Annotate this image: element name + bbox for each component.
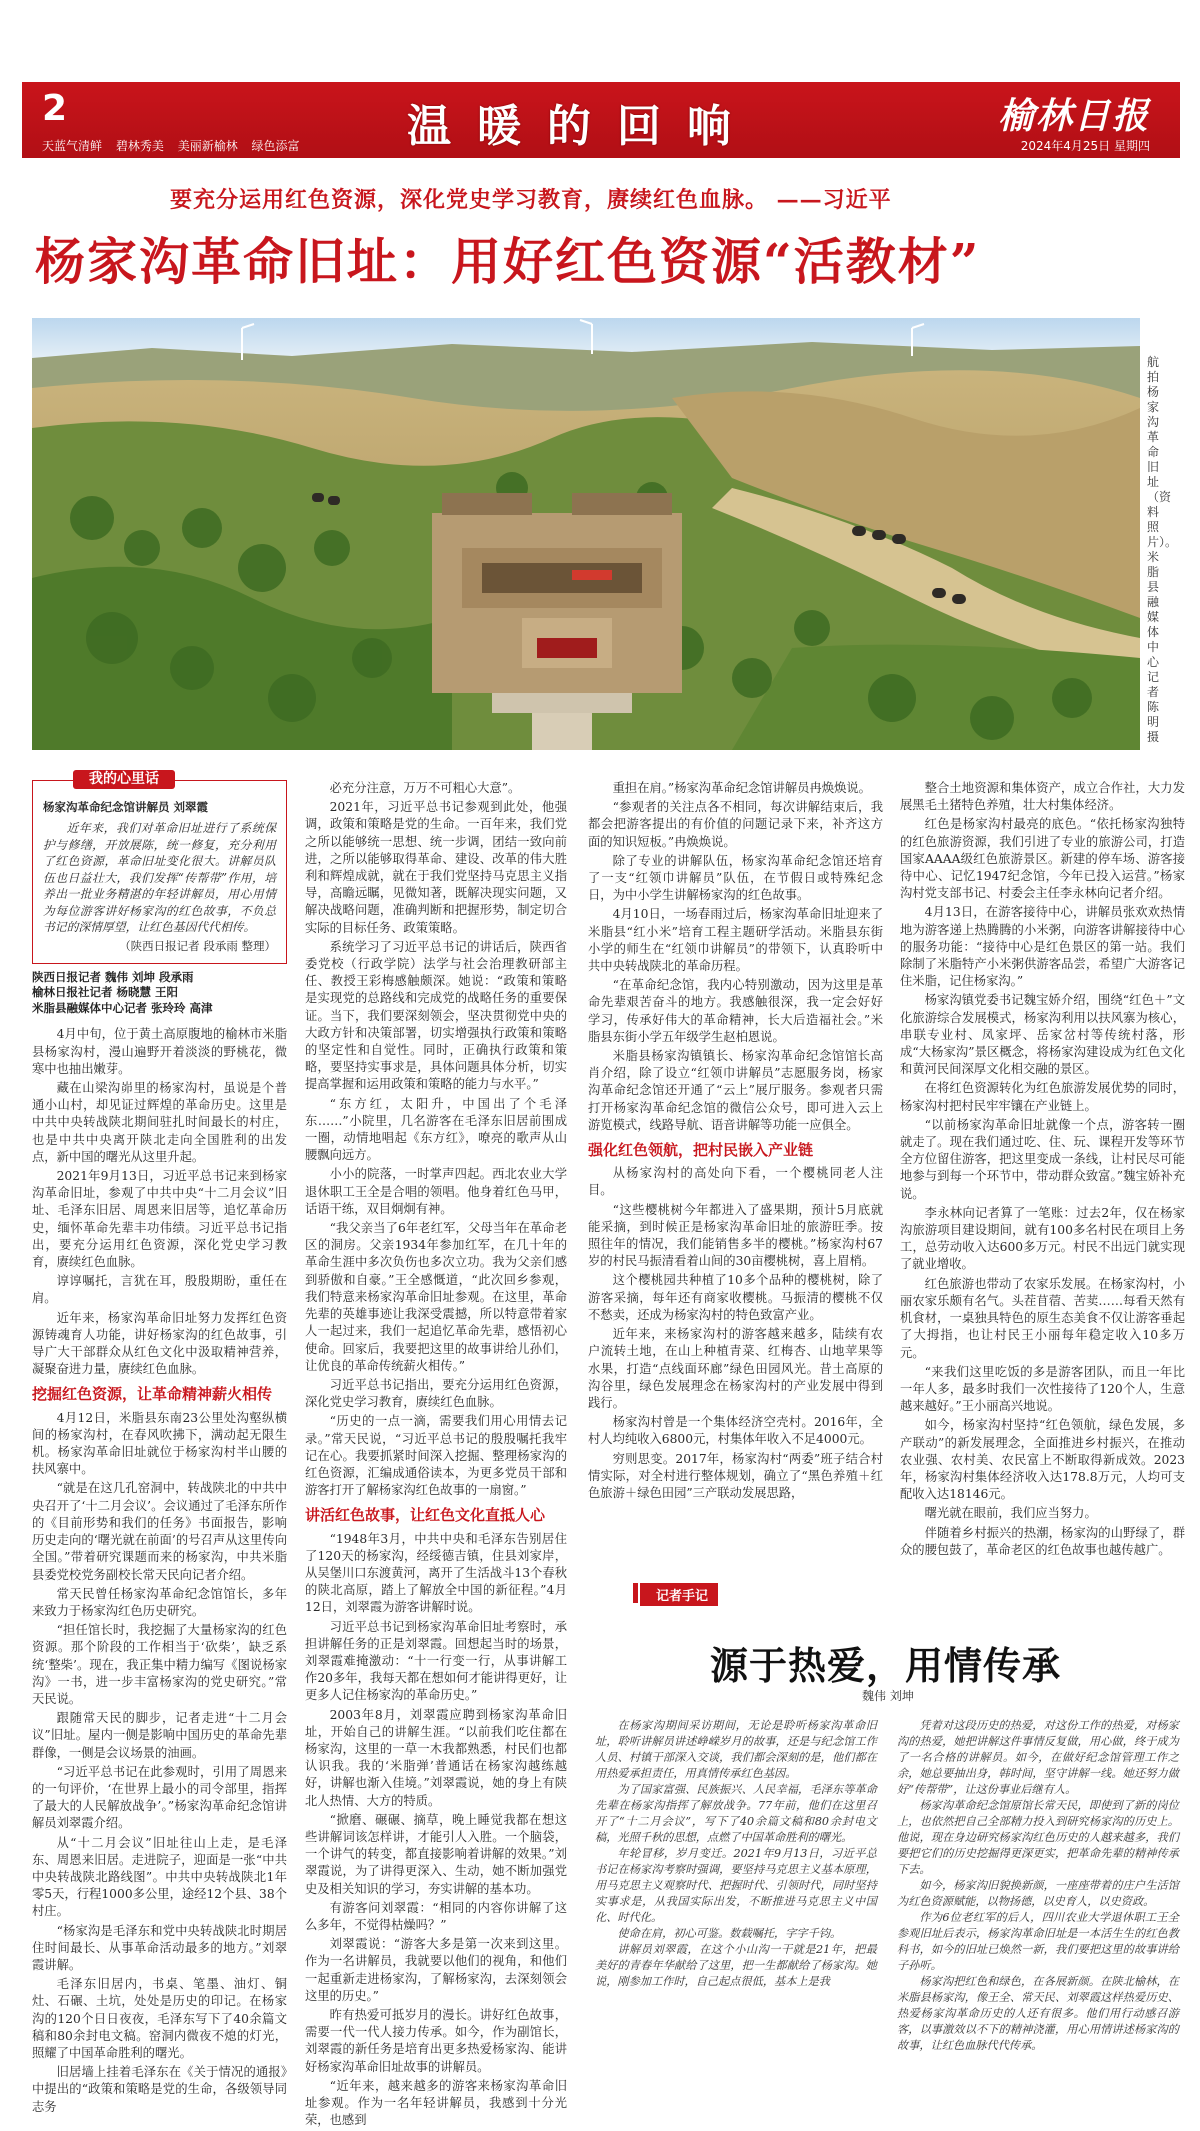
paragraph: “就是在这几孔窑洞中，转战陕北的中共中央召开了‘十二月会议’。会议通过了毛泽东所作的《目前形势和我们的任务》书面报告，影响历史走向的‘曙光就在前面’的号召声从这里传向全国。”带着研究课题而来的杨家沟，中共米脂县委党校党务副校长常天民向记者介绍。 — [32, 1481, 287, 1582]
paragraph: 谆谆嘱托，言犹在耳，殷殷期盼，重任在肩。 — [32, 1274, 287, 1306]
paragraph: “东方红，太阳升，中国出了个毛泽东……”小院里，几名游客在毛泽东旧居前围成一圈，动情地唱起《东方红》，嘹亮的歌声从山腰飘向远方。 — [305, 1096, 567, 1163]
paragraph: 年轮冒移，岁月变迁。2021年9月13日，习近平总书记在杨家沟考察时强调，要坚持马克思主义基本原理，用马克思主义观察时代、把握时代、引领时代，同时坚持实事求是，从我国实际出发，不断推进马克思主义中国化、时代化。 — [595, 1847, 877, 1924]
box-label: 我的心里话 — [73, 770, 175, 789]
paragraph: 近年来，杨家沟革命旧址努力发挥红色资源铸魂育人功能，讲好杨家沟的红色故事，引导广大干部群众从红色文化中汲取精神营养，凝聚奋进力量，赓续红色血脉。 — [32, 1310, 287, 1377]
reporter-note-label: 记者手记 — [640, 1583, 718, 1606]
paragraph: 藏在山梁沟峁里的杨家沟村，虽说是个普通小山村，却见证过辉煌的革命历史。这里是中共中央转战陕北期间驻扎时间最长的村庄，也是中共中央离开陕北走向全国胜利的出发点，新中国的曙光从这里升起。 — [32, 1081, 287, 1164]
main-headline: 杨家沟革命旧址：用好红色资源“活教材” — [35, 232, 981, 291]
paragraph: 4月10日，一场春雨过后，杨家沟革命旧址迎来了米脂县“红小米”培育工程主题研学活动。米脂县东街小学的师生在“红领巾讲解员”的带领下，认真聆听中共中央转战陕北的革命历程。 — [588, 907, 883, 974]
paragraph: 小小的院落，一时掌声四起。西北农业大学退休职工王全是合唱的领唱。他身着红色马甲，话语干练，双目炯炯有神。 — [305, 1167, 567, 1216]
paragraph: “来我们这里吃饭的多是游客团队，而且一年比一年人多，最多时我们一次性接待了120个人，生意越来越好。”王小丽高兴地说。 — [900, 1364, 1185, 1414]
aerial-photo-illustration — [32, 318, 1140, 750]
paragraph: 凭着对这段历史的热爱，对这份工作的热爱，对杨家沟的热爱，她把讲解这件事情反复做，用心做，终于成为了一名合格的讲解员。如今，在做好纪念馆管理工作之余，她总要抽出身，韩时间，坚守讲解一线。她还努力做好“传帮带”，让这份事业后继有人。 — [897, 1719, 1179, 1796]
article-column-2 — [305, 780, 567, 2131]
paragraph: 米脂县杨家沟镇镇长、杨家沟革命纪念馆馆长高肖介绍，除了设立“红领巾讲解员”志愿服务岗，杨家沟革命纪念馆还开通了“云上”展厅服务。参观者只需打开杨家沟革命纪念馆的微信公众号，即可进入云上游览模式，线路导航、语音讲解等功能一应俱全。 — [588, 1049, 883, 1132]
paragraph: 杨家沟革命纪念馆原馆长常天民，即使到了新的岗位上，也依然把自己全部精力投入到研究杨家沟的历史上。他说，现在身边研究杨家沟红色历史的人越来越多，我们要把它们的历史挖掘得更深更实，把革命先辈的精神传承下去。 — [897, 1799, 1179, 1876]
paragraph: 使命在肩，初心可鉴。数载嘱托，字字千钧。 — [617, 1927, 842, 1940]
slogans — [42, 137, 310, 154]
paragraph: 伴随着乡村振兴的热潮，杨家沟的山野绿了，群众的腰包鼓了，革命老区的红色故事也越传越广。 — [900, 1525, 1185, 1557]
bylines — [32, 970, 287, 1017]
section-heading: 挖掘红色资源，让革命精神薪火相传 — [32, 1385, 273, 1404]
section-heading: 讲活红色故事，让红色文化直抵人心 — [305, 1506, 546, 1525]
paragraph: “习近平总书记在此参观时，引用了周恩来的一句评价，‘在世界上最小的司令部里，指挥了最大的人民解放战争’。”杨家沟革命纪念馆讲解员刘翠霞介绍。 — [32, 1764, 287, 1831]
section-title: 温暖的回响 — [407, 101, 757, 152]
paragraph: 在将红色资源转化为红色旅游发展优势的同时，杨家沟村把村民牢牢镶在产业链上。 — [900, 1081, 1185, 1113]
paragraph: “以前杨家沟革命旧址就像一个点，游客转一圈就走了。现在我们通过吃、住、玩、课程开发等环节全方位留住游客，把这里变成一条线，让村民尽可能地参与到每一个环节中，带动群众致富。”魏宝娇补充说。 — [900, 1117, 1185, 1201]
paragraph: 毛泽东旧居内，书桌、笔墨、油灯、铜灶、石碾、土坑，处处是历史的印记。在杨家沟的120个日日夜夜，毛泽东写下了40余篇文稿和80余封电文稿。窑洞内微夜不熄的灯光，照耀了中国革命胜利的曙光。 — [32, 1977, 287, 2060]
paragraph: 这个樱桃园共种植了10多个品种的樱桃树，除了游客采摘，每年还有商家收樱桃。马振清的樱桃不仅不愁卖，还成为杨家沟村的特色致富产业。 — [588, 1273, 883, 1322]
paragraph: 4月中旬，位于黄土高原腹地的榆林市米脂县杨家沟村，漫山遍野开着淡淡的野桃花，微寒中也抽出嫩芽。 — [32, 1027, 287, 1076]
paragraph: 必充分注意，万万不可粗心大意”。 — [329, 781, 521, 795]
reporter-note-body — [595, 1718, 1185, 2052]
paragraph: 系统学习了习近平总书记的讲话后，陕西省委党校（行政学院）法学与社会治理教研部主任、教授王彩梅感触颇深。她说：“政策和策略是实现党的总路线和完成党的战略任务的重要保证。当下，我们要深刻领会，坚决贯彻党中央的大政方针和决策部署，切实增强执行政策和策略的坚定性和自觉性。同时，正确执行政策和策略，要坚持实事求是，具体问题具体分析，切实提高掌握和运用政策和策略的能力与水平。” — [305, 939, 567, 1092]
photo-caption: 航拍杨家沟革命旧址（资料照片）。米脂县融媒体中心记者 陈明 摄 — [1147, 355, 1178, 744]
article-column-4 — [900, 780, 1185, 1561]
paragraph: 有游客问刘翠霞：“相同的内容你讲解了这么多年，不觉得枯燥吗？” — [305, 1900, 567, 1932]
paragraph: 红色旅游也带动了农家乐发展。在杨家沟村，小丽农家乐颇有名气。头茬苜蓿、苦荬……每看天然有机食材，一桌独具特色的原生态美食不仅让游客垂起了大拇指，也让村民王小丽每年稳定收入10多万元。 — [900, 1276, 1185, 1360]
box-body: 近年来，我们对革命旧址进行了系统保护与修缮，开放展陈，统一修复，充分利用了红色资源，革命旧址变化很大。讲解员队伍也日益壮大，我们发挥“传帮带”作用，培养出一批业务精湛的年轻讲解员，用心用情为每位游客讲好杨家沟的红色故事，不负总书记的深情厚望，让红色基因代代相传。 — [43, 821, 276, 935]
slogan: 碧林秀美 — [115, 139, 164, 153]
newspaper-logo: 榆林日报 — [997, 95, 1150, 137]
my-heart-words-box — [32, 771, 287, 964]
byline: 陕西日报记者 魏伟 刘坤 段承雨 — [32, 969, 194, 984]
paragraph: “近年来，越来越多的游客来杨家沟革命旧址参观。作为一名年轻讲解员，我感到十分光荣，也感到 — [305, 2078, 567, 2128]
paragraph: 刘翠霞说：“游客大多是第一次来到这里。作为一名讲解员，我就要以他们的视角，和他们一起重新走进杨家沟，了解杨家沟，去深刻领会这里的历史。” — [305, 1937, 567, 2003]
paragraph: 除了专业的讲解队伍，杨家沟革命纪念馆还培育了一支“红领巾讲解员”队伍，在节假日或特殊纪念日，为中小学生讲解杨家沟的红色故事。 — [588, 853, 883, 903]
paragraph: “在革命纪念馆，我内心特别激动，因为这里是革命先辈艰苦奋斗的地方。我感触很深，我一定会好好学习，传承好伟大的革命精神，长大后造福社会。”米脂县东街小学五年级学生赵柏恩说。 — [588, 978, 883, 1044]
paragraph: 习近平总书记指出，要充分运用红色资源，深化党史学习教育，赓续红色血脉。 — [305, 1377, 567, 1410]
paragraph: 如今，杨家沟村坚持“红色领航，绿色发展，多产联动”的新发展理念，全面推进乡村振兴，在推动农业强、农村美、农民富上不断取得新成效。2023年，杨家沟村集体经济收入达178.8万元，人均可支配收入达18146元。 — [900, 1418, 1185, 1502]
paragraph: “我父亲当了6年老红军，父母当年在革命老区的洞房。父亲1934年参加红军，在几十年的革命生涯中多次负伤也多次立功。我为父亲们感到骄傲和自豪。”王全感慨道，“此次回乡参观，我们特意来杨家沟革命旧址参观。在这里，革命先辈的英雄事迹让我深受震撼，所以特意带着家人一起过来，我们一起追忆革命先辈，感悟初心使命。回家后，我要把这里的故事讲给儿孙们，让优良的革命传统薪火相传。” — [305, 1221, 567, 1373]
paragraph: “1948年3月，中共中央和毛泽东告别居住了120天的杨家沟，经绥德吉镇，住县刘家岸，从吴堡川口东渡黄河，离开了生活战斗13个春秋的陕北高原，踏上了解放全中国的新征程。”4月12日，刘翠霞为游客讲解时说。 — [305, 1531, 567, 1615]
paragraph: “掀磨、碾碾、摘草，晚上睡觉我都在想这些讲解词该怎样讲，才能引人入胜。一个脑袋，一个讲气的转变，都直接影响着讲解的效果。”刘翠霞说，为了讲得更深入、生动，她不断加强党史及相关知识的学习，夯实讲解的基本功。 — [305, 1812, 567, 1896]
reporter-note-column — [595, 1718, 877, 1990]
note-label-bar — [633, 1583, 638, 1603]
byline: 榆林日报社记者 杨晓慧 王阳 — [32, 985, 179, 1000]
paragraph: 穷则思变。2017年，杨家沟村“两委”班子结合村情实际，对全村进行整体规划，确立了“黑色养殖＋红色旅游＋绿色田园”三产联动发展思路， — [588, 1451, 883, 1500]
paragraph: 常天民曾任杨家沟革命纪念馆馆长，多年来致力于杨家沟红色历史研究。 — [32, 1586, 287, 1618]
slogan: 绿色添富 — [251, 139, 300, 153]
paragraph: 2021年9月13日，习近平总书记来到杨家沟革命旧址，参观了中共中央“十二月会议”旧址、毛泽东旧居、周恩来旧居等，追忆革命历史，缅怀革命先辈丰功伟绩。习近平总书记指出，要充分运用红色资源，深化党史学习教育，赓续红色血脉。 — [32, 1169, 287, 1270]
slogan: 天蓝气清鲜 — [42, 139, 103, 153]
article-column-1 — [32, 771, 287, 2118]
paragraph: 4月12日，米脂县东南23公里处沟壑纵横间的杨家沟村，在春风吹拂下，满动起无限生机。杨家沟革命旧址就位于杨家沟村半山腰的扶风寨中。 — [32, 1410, 287, 1477]
paragraph: 杨家沟村曾是一个集体经济空壳村。2016年，全村人均纯收入6800元，村集体年收入不足4000元。 — [588, 1415, 883, 1447]
byline: 米脂县融媒体中心记者 张玲玲 高津 — [32, 1000, 213, 1015]
paragraph: “担任馆长时，我挖掘了大量杨家沟的红色资源。那个阶段的工作相当于‘砍柴’，缺乏系统‘整柴’。现在，我正集中精力编写《图说杨家沟》一书，进一步丰富杨家沟的党史研究。”常天民说。 — [32, 1623, 287, 1706]
paragraph: 整合土地资源和集体资产，成立合作社，大力发展黑毛土猪特色养殖，壮大村集体经济。 — [900, 781, 1185, 813]
paragraph: “历史的一点一滴，需要我们用心用情去记录。”常天民说，“习近平总书记的殷殷嘱托我牢记在心。我要抓紧时间深入挖掘、整理杨家沟的红色资源，汇编成通俗读本，为更多党员干部和游客打开了解杨家沟红色故事的一扇窗。” — [305, 1414, 567, 1498]
paragraph: 从杨家沟村的高处向下看，一个樱桃同老人注目。 — [588, 1166, 883, 1198]
paragraph: 重担在肩。”杨家沟革命纪念馆讲解员冉焕焕说。 — [612, 781, 871, 795]
paragraph: 2021年，习近平总书记参观到此处，他强调，政策和策略是党的生命。一百年来，我们党之所以能够统一思想、统一步调，团结一致向前进，之所以能够取得革命、建设、改革的伟大胜利和辉煌成就，就在于我们党坚持马克思主义指导，高瞻远瞩，见微知著，既解决现实问题，又解决战略问题，准确判断和把握形势，制定切合实际的目标任务、政策策略。 — [305, 800, 567, 935]
dateline — [1021, 137, 1150, 154]
paragraph: 如今，杨家沟旧貌换新颜，一座座带着的庄户生活馆为红色资源赋能，以物扬德，以史育人，以史资政。 — [897, 1879, 1179, 1908]
slogan: 美丽新榆林 — [177, 139, 238, 153]
paragraph: “这些樱桃树今年都进入了盛果期，预计5月底就能采摘，到时候正是杨家沟革命旧址的旅游旺季。按照往年的情况，我们能销售多半的樱桃。”杨家沟村67岁的村民马振清看着山间的30亩樱桃树，喜上眉梢。 — [588, 1202, 883, 1269]
issue-weekday: 星期四 — [1113, 139, 1150, 153]
paragraph: 讲解员刘翠霞，在这个小山沟一干就是21年，把最美好的青春年华献给了这里，把一生都献给了杨家沟。她说，刚参加工作时，自己起点很低，基本上是我 — [595, 1943, 877, 1988]
leader-quote: 要充分运用红色资源，深化党史学习教育，赓续红色血脉。 ——习近平 — [170, 187, 892, 213]
issue-date: 2024年4月25日 — [1020, 139, 1111, 153]
box-author: 杨家沟革命纪念馆讲解员 刘翠霞 — [43, 800, 209, 814]
paragraph: “杨家沟是毛泽东和党中央转战陕北时期居住时间最长、从事革命活动最多的地方。”刘翠霞讲解。 — [32, 1923, 287, 1972]
paragraph: 4月13日，在游客接待中心，讲解员张欢欢热情地为游客递上热腾腾的小米粥，向游客讲解接待中心的服务功能：“接待中心是红色景区的第一站。我们除制了米脂特产小米粥供游客品尝，希望广大游客记住米脂，记住杨家沟。” — [900, 905, 1185, 989]
paragraph: 为了国家富强、民族振兴、人民幸福，毛泽东等革命先辈在杨家沟指挥了解放战争。77年前，他们在这里召开了“十二月会议”，写下了40余篇文稿和80余封电文稿，光照千秋的思想，点燃了中国革命胜利的曙光。 — [595, 1783, 877, 1844]
paragraph: 李永林向记者算了一笔账：过去2年，仅在杨家沟旅游项目建设期间，就有100多名村民在项目上务工，总劳动收入达600多万元。村民不出远门就实现了就业增收。 — [900, 1205, 1185, 1272]
paragraph: 杨家沟把红色和绿色，在各展新颜。在陕北榆林，在米脂县杨家沟，像王全、常天民、刘翠霞这样热爱历史、热爱杨家沟革命历史的人还有很多。他们用行动感召游客，以事激效以不下的精神浇灌，用心用情讲述杨家沟的故事，让红色血脉代代传承。 — [897, 1975, 1179, 2052]
box-credit: （陕西日报记者 段承雨 整理） — [119, 938, 276, 953]
reporter-note-title: 源于热爱，用情传承 — [710, 1643, 1062, 1688]
aerial-photo — [32, 318, 1140, 750]
reporter-note-byline: 魏伟 刘坤 — [862, 1689, 914, 1703]
paragraph: “参观者的关注点各不相同，每次讲解结束后，我都会把游客提出的有价值的问题记录下来，补齐这方面的知识短板。”冉焕焕说。 — [588, 800, 883, 849]
paragraph: 旧居墙上挂着毛泽东在《关于情况的通报》中提出的“政策和策略是党的生命，各级领导同志务 — [32, 2065, 287, 2114]
masthead — [22, 82, 1180, 158]
page-number: 2 — [42, 88, 68, 129]
section-heading: 强化红色领航，把村民嵌入产业链 — [588, 1141, 814, 1160]
reporter-note-column — [897, 1718, 1179, 2054]
paragraph: 杨家沟镇党委书记魏宝娇介绍，围绕“红色＋”文化旅游综合发展模式，杨家沟利用以扶风寨为核心，串联专业村、凤家坪、岳家岔村等传统村落，形成“大杨家沟”景区概念，将杨家沟建设成为红色文化和黄河民间深厚文化相交融的景区。 — [900, 993, 1185, 1077]
paragraph: 昨有热爱可抵岁月的漫长。讲好红色故事，需要一代一代人接力传承。如今，作为副馆长，刘翠霞的新任务是培育出更多热爱杨家沟、能讲好杨家沟革命旧址故事的讲解员。 — [305, 2008, 567, 2074]
paragraph: 在杨家沟期间采访期间，无论是聆听杨家沟革命旧址，聆听讲解员讲述峥嵘岁月的故事，还是与纪念馆工作人员、村镇干部深入交谈，我们都会深刻的是，他们都在用热爱承担责任，用真情传承红色基因。 — [595, 1719, 877, 1780]
paragraph: 习近平总书记到杨家沟革命旧址考察时，承担讲解任务的正是刘翠霞。回想起当时的场景，刘翠霞难掩激动：“十一行变一行，从事讲解工作20多年，我每天都在想如何才能讲得更好，让更多人记住杨家沟的革命历史。” — [305, 1619, 567, 1703]
paragraph: 红色是杨家沟村最亮的底色。“依托杨家沟独特的红色旅游资源，我们引进了专业的旅游公司，打造国家AAAA级红色旅游景区。新建的停车场、游客接待中心、记忆1947纪念馆，今年已投入运营。”杨家沟村党支部书记、村委会主任李永林向记者介绍。 — [900, 817, 1185, 901]
paragraph: 从“十二月会议”旧址往山上走，是毛泽东、周恩来旧居。走进院子，迎面是一张“中共中央转战陕北路线图”。中共中央转战陕北1年零5天，行程1000多公里，途经12个县、38个村庄。 — [32, 1835, 287, 1919]
paragraph: 曙光就在眼前，我们应当努力。 — [924, 1506, 1097, 1521]
article-column-3 — [588, 780, 883, 1504]
paragraph: 跟随常天民的脚步，记者走进“十二月会议”旧址。屋内一侧是影响中国历史的革命先辈群像，一侧是会议场景的油画。 — [32, 1711, 287, 1760]
paragraph: 近年来，来杨家沟村的游客越来越多，陆续有农户流转土地，在山上种植青菜、红梅杏、山地苹果等水果，打造“点线面环廊”绿色田园风光。昔土高原的沟谷里，绿色发展理念在杨家沟村的产业发展中得到践行。 — [588, 1327, 883, 1410]
paragraph: 作为6位老红军的后人，四川农业大学退休职工王全参观旧址后表示，杨家沟革命旧址是一本活生生的红色教科书，如今的旧址已焕然一新，我们要把这里的故事讲给子孙听。 — [897, 1911, 1179, 1972]
paragraph: 2003年8月，刘翠霞应聘到杨家沟革命旧址，开始自己的讲解生涯。“以前我们吃住都在杨家沟，这里的一草一木我都熟悉，村民们也都认识我。我的‘米脂弹’普通话在杨家沟越练越好，讲解也渐入佳境。”刘翠霞说，她的身上有陕北人热情、大方的特质。 — [305, 1707, 567, 1808]
